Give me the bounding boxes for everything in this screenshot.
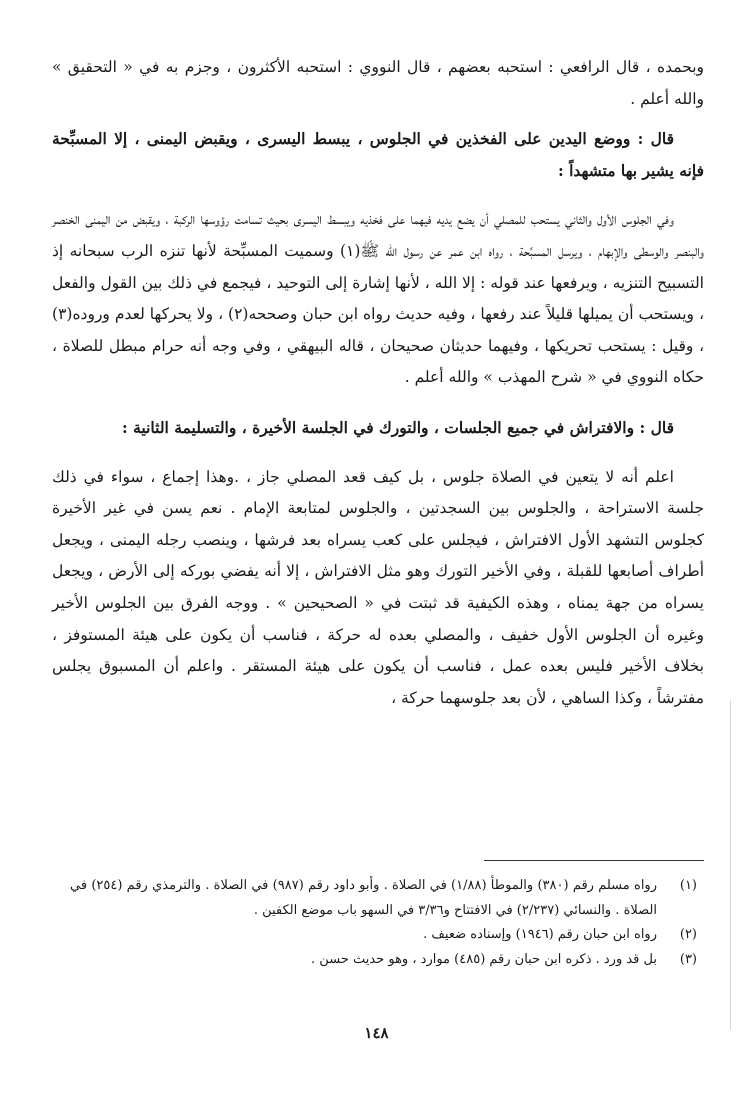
scan-edge-line — [730, 700, 731, 1030]
footnote-text: رواه ابن حبان رقم (١٩٤٦) وإسناده ضعيف . — [423, 927, 657, 943]
footnote-number: (١) — [679, 878, 697, 893]
footnote-text: بل قد ورد . ذكره ابن حبان رقم (٤٨٥) موارد ، وهو حديث حسن . — [311, 951, 657, 967]
footnote-1 — [70, 874, 701, 923]
paragraph-continuation: وبحمده ، قال الرافعي : استحبه بعضهم ، قال النووي : استحبه الأكثرون ، وجزم به في « التحقيق » والله أعلم . — [52, 58, 704, 108]
paragraph-hands-commentary: وفي الجلوس الأول والثاني يستحب للمصلي أن يضع يديه فيهما على فخذيه ويبسط اليسرى بحيث تسامت رؤوسها الركبة ، ويقبض من اليمنى الخنصر والبنصر والوسطى والإبهام ، ويرسل المسبِّحة ، رواه ابن عمر عن رسول الله ﷺ(١) وسميت المسبِّحة لأنها تنزه الرب سبحانه إذ التسبيح التنزيه ، ويرفعها عند قوله : إلا الله ، لأنها إشارة إلى التوحيد ، فيجمع في ذلك بين القول والفعل ، ويستحب أن يميلها قليلاً عند رفعها ، وفيه حديث رواه ابن حبان وصححه(٢) ، ولا يحركها لعدم وروده(٣) ، وقيل : يستحب تحريكها ، وفيهما حديثان صحيحان ، قاله البيهقي ، وفي وجه أنه حرام مبطل للصلاة ، حكاه النووي في « شرح المهذب » والله أعلم . — [52, 210, 704, 387]
matn-heading-hands: قال : ووضع اليدين على الفخذين في الجلوس ، يبسط اليسرى ، ويقبض اليمنى ، إلا المسبِّحة فإنه يشير بها متشهداً : — [52, 129, 704, 180]
page-body — [52, 52, 704, 714]
page-number: ١٤٨ — [364, 1024, 389, 1042]
footnote-number: (٢) — [679, 927, 697, 943]
footnote-text: رواه مسلم رقم (٣٨٠) والموطأ (١/٨٨) في الصلاة . وأبو داود رقم (٩٨٧) في الصلاة . والترمذي رقم (٢٥٤) في الصلاة . والنسائي (٢/٢٣٧) في الافتتاح و٣/٣٦ في السهو باب موضع الكفين . — [70, 878, 657, 918]
footnote-2 — [70, 923, 701, 948]
paragraph-sitting-commentary: اعلم أنه لا يتعين في الصلاة جلوس ، بل كيف قعد المصلي جاز ، .وهذا إجماع ، سواء في ذلك جلسة الاستراحة ، والجلوس بين السجدتين ، والجلوس لمتابعة الإمام . نعم يسن في غير الأخيرة كجلوس التشهد الأول الافتراش ، فيجلس على كعب يسراه بعد فرشها ، وينصب رجله اليمنى ، ويجعل أطراف أصابعها للقبلة ، وفي الأخير التورك وهو مثل الافتراش ، إلا أنه يفضي بوركه إلى الأرض ، ويجعل يسراه من جهة يمناه ، وهذه الكيفية قد ثبتت في « الصحيحين » . ووجه الفرق بين الجلوس الأخير وغيره أن الجلوس الأول خفيف ، والمصلي بعده له حركة ، فناسب أن يكون على هيئة المستوفز ، بخلاف الأخير فليس بعده عمل ، فناسب أن يكون على هيئة المستقر . واعلم أن المسبوق يجلس مفترشاً ، وكذا الساهي ، لأن بعد جلوسهما حركة ، — [52, 467, 704, 707]
footnote-divider — [484, 860, 704, 861]
footnote-number: (٣) — [679, 951, 697, 967]
footnotes — [70, 874, 701, 972]
footnote-3 — [70, 948, 701, 973]
matn-heading-sitting: قال : والافتراش في جميع الجلسات ، والتورك في الجلسة الأخيرة ، والتسليمة الثانية : — [122, 417, 674, 437]
